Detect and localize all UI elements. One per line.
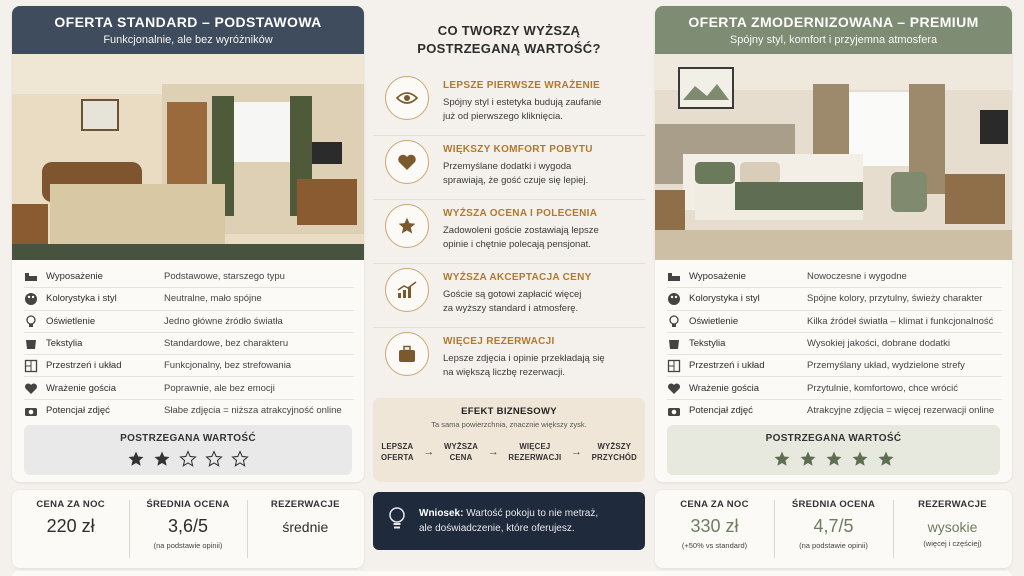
feature-row [24,355,354,377]
reason-text [443,352,605,380]
conclusion-text [419,506,598,536]
stat-label: REZERWACJE [918,499,987,510]
middle-title [373,22,645,58]
flow-step-line: WIĘCEJ [519,442,551,451]
stat-label: ŚREDNIA OCENA [791,499,876,510]
star-empty-icon [179,450,197,468]
feature-value: Słabe zdjęcia = niższa atrakcyjność online [164,405,342,417]
star-empty-icon [231,450,249,468]
reason-line: opinie i chętnie polecają pensjonat. [443,239,591,250]
lightbulb-icon [667,314,689,328]
feature-value: Wysokiej jakości, dobrane dodatki [807,338,951,350]
reason-title: WIĘCEJ REZERWACJI [443,336,555,347]
feature-name: Wyposażenie [46,271,103,283]
stat-value: wysokie [927,519,978,535]
feature-row [24,288,354,310]
feature-value: Kilka źródeł światła – klimat i funkcjonalność [807,315,994,327]
price-stat [655,490,774,568]
feature-name: Tekstylia [689,338,726,350]
stat-value: 4,7/5 [813,516,854,536]
feature-row [24,266,354,288]
standard-title: OFERTA STANDARD – PODSTAWOWA [54,14,322,30]
reason-line: Spójny styl i estetyka budują zaufanie [443,97,602,108]
reason-text [443,160,593,188]
standard-header [12,6,364,54]
reason-item [373,328,645,392]
feature-name: Oświetlenie [46,315,96,327]
standard-subtitle: Funkcjonalnie, ale bez wyróżników [103,34,273,46]
standard-star-rating [24,450,352,468]
value-factors-panel [373,6,645,482]
standard-offer-panel [12,6,364,482]
floorplan-icon [667,359,689,373]
palette-icon [24,292,46,306]
premium-stats [655,490,1012,568]
conclusion-line2: ale doświadczenie, które oferujesz. [419,523,575,534]
feature-name: Kolorystyka i styl [689,293,760,305]
feature-row [667,266,1002,288]
standard-stats [12,490,364,568]
growth-chart-icon [385,268,429,312]
stat-note: (na podstawie opinii) [799,541,868,550]
feature-name: Potencjał zdjęć [689,405,753,417]
standard-feature-list [12,260,364,422]
arrow-right-icon: → [423,446,435,458]
textile-icon [667,337,689,351]
price-stat [12,490,129,568]
perceived-value-label: POSTRZEGANA WARTOŚĆ [120,433,256,444]
premium-room-photo [655,54,1012,260]
premium-star-rating [667,450,1000,468]
stat-note: (na podstawie opinii) [153,541,223,550]
reason-line: Zadowoleni goście zostawiają lepsze [443,225,599,236]
conclusion-box [373,492,645,550]
stat-value: 3,6/5 [167,516,209,536]
bottom-strip [12,571,1012,576]
feature-name: Przestrzeń i układ [689,360,765,372]
flow-step [508,441,561,463]
stat-label: CENA ZA NOC [680,499,749,510]
reason-text [443,96,601,124]
flow-step [444,441,478,463]
star-filled-icon [825,450,843,468]
flow-step-line: WYŻSZA [443,442,479,451]
conclusion-line1 [419,506,598,521]
textile-icon [24,337,46,351]
star-filled-icon [127,450,145,468]
flow-step-line: OFERTA [381,453,414,462]
feature-row [24,400,354,422]
feature-value: Podstawowe, starszego typu [164,271,285,283]
reason-line: Przemyślane dodatki i wygoda [443,161,572,172]
business-effect-title: EFEKT BIZNESOWY [461,406,557,417]
feature-row [667,377,1002,399]
bookings-stat [247,490,364,568]
suitcase-icon [385,332,429,376]
stat-label: ŚREDNIA OCENA [146,499,230,510]
premium-title: OFERTA ZMODERNIZOWANA – PREMIUM [688,14,979,30]
feature-row [24,333,354,355]
perceived-value-label: POSTRZEGANA WARTOŚĆ [765,433,902,444]
rating-stat [774,490,893,568]
feature-value: Neutralne, mało spójne [164,293,262,305]
premium-subtitle: Spójny styl, komfort i przyjemna atmosfera [729,34,938,46]
lightbulb-icon [387,506,407,537]
reason-line: Goście są gotowi zapłacić więcej [443,289,582,300]
star-filled-icon [877,450,895,468]
reason-line: na większą liczbę rezerwacji. [443,367,565,378]
eye-icon [385,76,429,120]
heart-icon [385,140,429,184]
star-filled-icon [773,450,791,468]
reason-item [373,136,645,200]
flow-step-line: WYŻSZY [597,442,632,451]
stat-value: 330 zł [690,516,739,536]
feature-row [667,288,1002,310]
feature-name: Potencjał zdjęć [46,405,110,417]
reason-line: już od pierwszego kliknięcia. [443,111,563,122]
feature-name: Tekstylia [46,338,83,350]
reason-line: sprawiają, że gość czuje się lepiej. [443,175,589,186]
star-filled-icon [799,450,817,468]
reason-line: za wyższy standard i atmosferę. [443,303,579,314]
reason-item [373,200,645,264]
star-empty-icon [205,450,223,468]
feature-row [667,400,1002,422]
reason-line: Lepsze zdjęcia i opinie przekładają się [443,353,605,364]
feature-value: Przemyślany układ, wydzielone strefy [807,360,965,372]
camera-icon [24,404,46,418]
stat-value: 220 zł [46,516,95,536]
feature-name: Oświetlenie [689,315,739,327]
flow-step [381,441,414,463]
heart-icon [24,381,46,395]
reason-item [373,264,645,328]
feature-name: Wrażenie gościa [689,382,760,394]
reason-title: WYŻSZA OCENA I POLECENIA [443,208,598,219]
feature-row [24,377,354,399]
lightbulb-icon [24,314,46,328]
feature-row [24,311,354,333]
middle-title-line1: CO TWORZY WYŻSZĄ [437,23,581,38]
flow-step-line: PRZYCHÓD [591,453,637,462]
arrow-right-icon: → [571,446,582,458]
stat-note: (+50% vs standard) [681,541,748,550]
premium-offer-panel [655,6,1012,482]
feature-name: Wrażenie gościa [46,382,117,394]
stat-label: CENA ZA NOC [36,499,105,510]
reason-title: WYŻSZA AKCEPTACJA CENY [443,272,592,283]
reason-title: LEPSZE PIERWSZE WRAŻENIE [443,80,601,91]
flow-step [592,441,637,463]
star-filled-icon [851,450,869,468]
feature-value: Przytulnie, komfortowo, chce wrócić [807,382,958,394]
reason-text [443,224,599,252]
feature-value: Standardowe, bez charakteru [164,338,289,350]
feature-value: Spójne kolory, przytulny, świeży charakter [807,293,983,305]
feature-value: Funkcjonalny, bez strefowania [164,360,292,372]
feature-name: Przestrzeń i układ [46,360,122,372]
palette-icon [667,292,689,306]
rating-stat [129,490,246,568]
standard-room-photo [12,54,364,260]
reason-title: WIĘKSZY KOMFORT POBYTU [443,144,593,155]
premium-header [655,6,1012,54]
reason-item [373,72,645,136]
feature-row [667,311,1002,333]
bed-icon [667,270,689,284]
heart-icon [667,381,689,395]
feature-row [667,333,1002,355]
bed-icon [24,270,46,284]
business-flow [373,441,645,463]
flow-step-line: CENA [449,453,473,462]
stat-label: REZERWACJE [270,499,340,510]
premium-feature-list [655,260,1012,422]
conclusion-line1-text: Wartość pokoju to nie metraż, [463,508,599,519]
stat-value: średnie [282,519,329,535]
business-effect-subtitle: Ta sama powierzchnia, znacznie większy zysk. [431,420,587,429]
star-filled-icon [153,450,171,468]
feature-value: Nowoczesne i wygodne [807,271,907,283]
conclusion-label: Wniosek: [419,508,464,519]
feature-name: Wyposażenie [689,271,746,283]
stat-note: (więcej i częściej) [923,539,982,548]
feature-value: Atrakcyjne zdjęcia = więcej rezerwacji online [807,405,995,417]
flow-step-line: REZERWACJI [508,453,562,462]
premium-perceived-value [667,425,1000,475]
standard-perceived-value [24,425,352,475]
feature-name: Kolorystyka i styl [46,293,117,305]
camera-icon [667,404,689,418]
floorplan-icon [24,359,46,373]
feature-row [667,355,1002,377]
feature-value: Jedno główne źródło światła [164,315,283,327]
business-effect-box [373,398,645,482]
arrow-right-icon: → [487,446,499,458]
bookings-stat [893,490,1012,568]
feature-value: Poprawnie, ale bez emocji [164,382,275,394]
reason-list [373,72,645,392]
reason-text [443,288,592,316]
flow-step-line: LEPSZA [381,442,414,451]
middle-title-line2: POSTRZEGANĄ WARTOŚĆ? [417,41,601,56]
star-icon [385,204,429,248]
